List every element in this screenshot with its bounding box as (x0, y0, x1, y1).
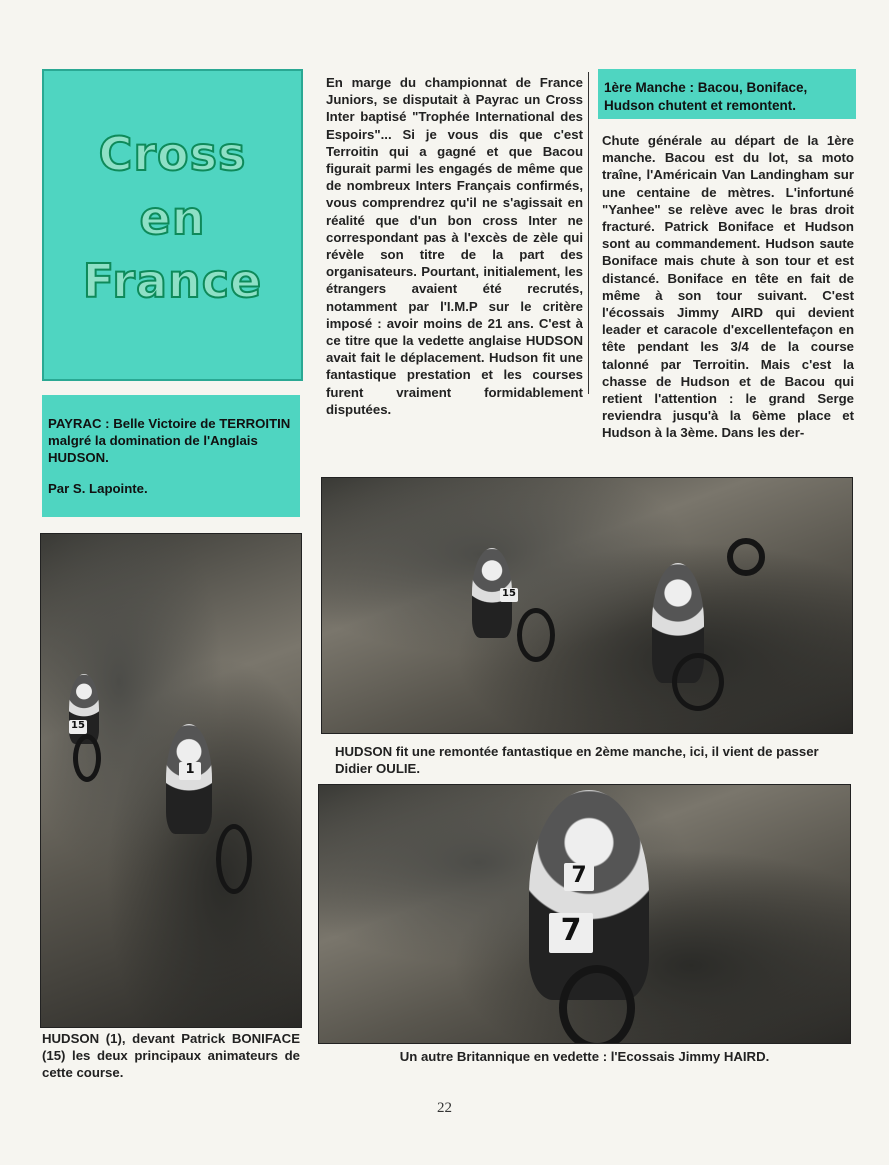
article-subhead (42, 395, 300, 517)
photo-jimmy-haird (318, 784, 851, 1044)
caption-left: HUDSON (1), devant Patrick BONIFACE (15) les deux principaux animateurs de cette course. (42, 1031, 300, 1080)
intro-paragraph: En marge du championnat de France Juniors, se disputait à Payrac un Cross Inter baptisé "Trophée International des Espoirs"... Si je vous dis que c'est Terroitin qui a gagné et que Bacou figurait parmi les engagés de même que de nombreux Inters Français confirmés, vous comprendrez qu'il ne s'agissait en réalité que d'un bon cross Inter ne correspondant pas à l'excès de zèle qui révèle son titre de la part des organisateurs. Pourtant, initialement, les étrangers avaient été recrutés, notamment par l'I.M.P sur le critère imposé : avoir moins de 21 ans. C'est à ce titre que la vedette anglaise HUDSON avait fait le déplacement. Hudson fit une fantastique prestation et les courses furent vraiment formidablement disputées. (326, 75, 583, 417)
column-divider (588, 72, 589, 394)
bib-number: 7 (564, 863, 594, 891)
number-plate: 1 (179, 762, 201, 780)
wheel (216, 824, 252, 894)
wheel (672, 653, 724, 711)
wheel (559, 965, 635, 1044)
caption-bottom: Un autre Britannique en vedette : l'Ecossais Jimmy HAIRD. (399, 1049, 770, 1064)
wheel (73, 734, 101, 782)
title-line-3: France (82, 254, 263, 308)
byline: Par S. Lapointe. (48, 481, 148, 496)
title-line-2: en (139, 191, 206, 245)
tire-marker (727, 538, 765, 576)
number-plate: 15 (69, 720, 87, 734)
wheel (517, 608, 555, 662)
number-plate: 7 (549, 913, 593, 953)
section-body: Chute générale au départ de la 1ère manche. Bacou est du lot, sa moto traîne, l'Américain Van Landingham sur une centaine de mètres. L'infortuné "Yanhee" se relève avec le bras droit fracturé. Patrick Boniface et Hudson sont au commandement. Hudson saute Boniface mais chute à son tour et est distancé. Boniface en tête en fait de même à son tour suivant. C'est l'écossais Jimmy AIRD qui devient leader et caracole d'excellentefaçon en tête pendant les 3/4 de la course talonné par Terroitin. Mais c'est la chasse de Hudson et de Bacou qui retient l'attention : le grand Serge reviendra jusqu'à la 6ème place et Hudson à la 3ème. Dans les der- (602, 133, 854, 441)
title-block (42, 69, 303, 381)
number-plate: 15 (500, 588, 518, 602)
photo-hudson-passing (321, 477, 853, 734)
photo-hudson-boniface (40, 533, 302, 1028)
page-number: 22 (437, 1100, 452, 1116)
caption-mid: HUDSON fit une remontée fantastique en 2ème manche, ici, il vient de passer Didier OULIE. (335, 744, 819, 776)
subhead-text: PAYRAC : Belle Victoire de TERROITIN malgré la domination de l'Anglais HUDSON. (48, 416, 291, 465)
title-line-1: Cross (98, 127, 247, 181)
section-heading: 1ère Manche : Bacou, Boniface, Hudson chutent et remontent. (598, 69, 856, 119)
